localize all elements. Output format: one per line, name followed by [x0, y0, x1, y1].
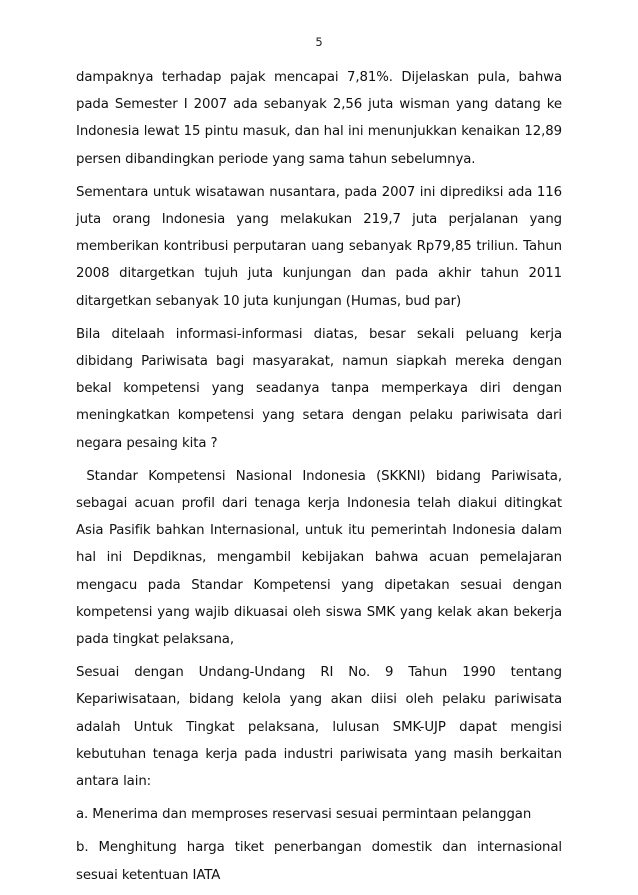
- paragraph-law: Sesuai dengan Undang-Undang RI No. 9 Tahun 1990 tentang Kepariwisataan, bidang kelola yang akan diisi oleh pelaku pariwisata adalah Untuk Tingkat pelaksana, lulusan SMK-UJP dapat mengisi kebutuhan tenaga kerja pada industri pariwisata yang masih berkaitan antara lain:: [76, 665, 562, 790]
- paragraph-domestic-tourists: Sementara untuk wisatawan nusantara, pada 2007 ini diprediksi ada 116 juta orang Indonesia yang melakukan 219,7 juta perjalanan yang memberikan kontribusi perputaran uang sebanyak Rp79,85 triliun. Tahun 2008 ditargetkan tujuh juta kunjungan dan pada akhir tahun 2011 ditargetkan sebanyak 10 juta kunjungan (Humas, bud par): [76, 184, 562, 309]
- paragraph-tax-impact: dampaknya terhadap pajak mencapai 7,81%. Dijelaskan pula, bahwa pada Semester I 2007 ada sebanyak 2,56 juta wisman yang datang ke Indonesia lewat 15 pintu masuk, dan hal ini menunjukkan kenaikan 12,89 persen dibandingkan periode yang sama tahun sebelumnya.: [76, 70, 562, 167]
- paragraph-skkni: Standar Kompetensi Nasional Indonesia (SKKNI) bidang Pariwisata, sebagai acuan profil dari tenaga kerja Indonesia telah diakui ditingkat Asia Pasifik bahkan Internasional, untuk itu pemerintah Indonesia dalam hal ini Depdiknas, mengambil kebijakan bahwa acuan pemelajaran mengacu pada Standar Kompetensi yang dipetakan sesuai dengan kompetensi yang wajib dikuasai oleh siswa SMK yang kelak akan bekerja pada tingkat pelaksana,: [76, 468, 567, 648]
- list-item-a: a. Menerima dan memproses reservasi sesuai permintaan pelanggan: [76, 807, 532, 823]
- document-body: [76, 64, 567, 895]
- paragraph-job-opportunities: Bila ditelaah informasi-informasi diatas, besar sekali peluang kerja dibidang Pariwisata bagi masyarakat, namun siapkah mereka dengan bekal kompetensi yang seadanya tanpa memperkaya diri dengan meningkatkan kompetensi yang setara dengan pelaku pariwisata dari negara pesaing kita ?: [76, 326, 562, 451]
- list-item-b: b. Menghitung harga tiket penerbangan domestik dan internasional sesuai ketentuan IATA: [76, 840, 562, 883]
- page-number: 5: [315, 35, 323, 49]
